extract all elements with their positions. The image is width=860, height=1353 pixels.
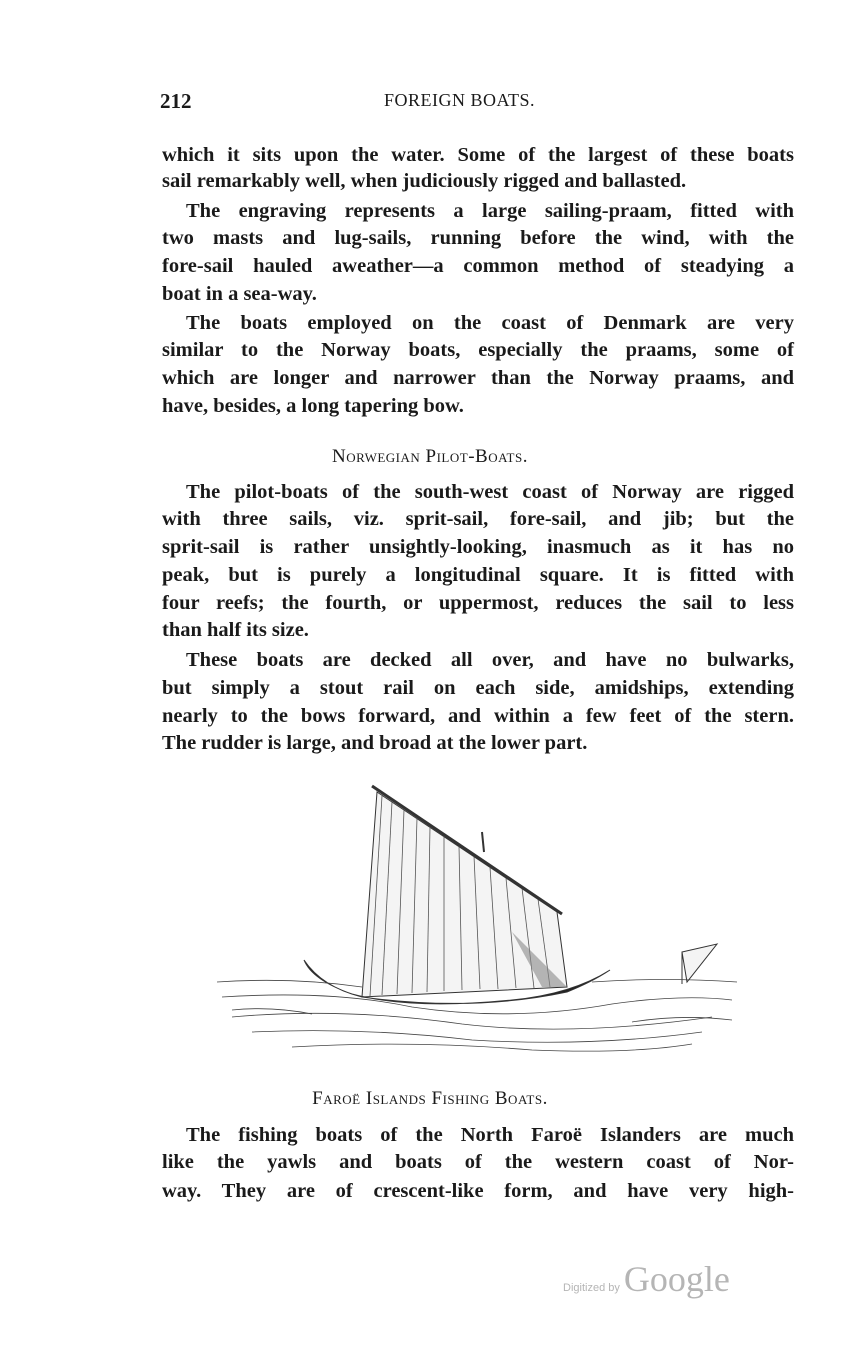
text-line: These boats are decked all over, and have no bulwarks, bbox=[186, 649, 794, 671]
text-line: than half its size. bbox=[162, 619, 309, 641]
digitized-by-google-watermark bbox=[563, 1258, 730, 1300]
text-line: boat in a sea-way. bbox=[162, 283, 317, 305]
text-line: The rudder is large, and broad at the lower part. bbox=[162, 732, 588, 754]
text-line: two masts and lug-sails, running before the wind, with the bbox=[162, 227, 794, 249]
text-line: with three sails, viz. sprit-sail, fore-sail, and jib; but the bbox=[162, 508, 794, 530]
text-line: way. They are of crescent-like form, and have very high- bbox=[162, 1180, 794, 1202]
text-line: sprit-sail is rather unsightly-looking, inasmuch as it has no bbox=[162, 536, 794, 558]
text-line: have, besides, a long tapering bow. bbox=[162, 395, 464, 417]
boat-engraving bbox=[212, 782, 742, 1057]
text-line: The fishing boats of the North Faroë Islanders are much bbox=[186, 1124, 794, 1146]
text-line: peak, but is purely a longitudinal square. It is fitted with bbox=[162, 564, 794, 586]
text-line: which are longer and narrower than the Norway praams, and bbox=[162, 367, 794, 389]
text-line: four reefs; the fourth, or uppermost, reduces the sail to less bbox=[162, 592, 794, 614]
text-line: but simply a stout rail on each side, amidships, extending bbox=[162, 677, 794, 699]
section-heading: Norwegian Pilot-Boats. bbox=[332, 446, 528, 467]
text-line: The pilot-boats of the south-west coast of Norway are rigged bbox=[186, 481, 794, 503]
text-line: like the yawls and boats of the western coast of Nor- bbox=[162, 1151, 794, 1173]
text-line: similar to the Norway boats, especially the praams, some of bbox=[162, 339, 794, 361]
page-number: 212 bbox=[160, 89, 192, 113]
text-line: nearly to the bows forward, and within a few feet of the stern. bbox=[162, 705, 794, 727]
text-line: sail remarkably well, when judiciously rigged and ballasted. bbox=[162, 170, 687, 192]
text-line: which it sits upon the water. Some of the largest of these boats bbox=[162, 144, 794, 166]
text-line: The boats employed on the coast of Denmark are very bbox=[186, 312, 794, 334]
section-heading: Faroë Islands Fishing Boats. bbox=[312, 1088, 548, 1109]
running-title: FOREIGN BOATS. bbox=[384, 90, 536, 110]
watermark-prefix: Digitized by bbox=[563, 1282, 620, 1294]
text-line: fore-sail hauled aweather—a common method of steadying a bbox=[162, 255, 794, 277]
text-line: The engraving represents a large sailing-praam, fitted with bbox=[186, 200, 794, 222]
watermark-brand: Google bbox=[623, 1259, 730, 1299]
